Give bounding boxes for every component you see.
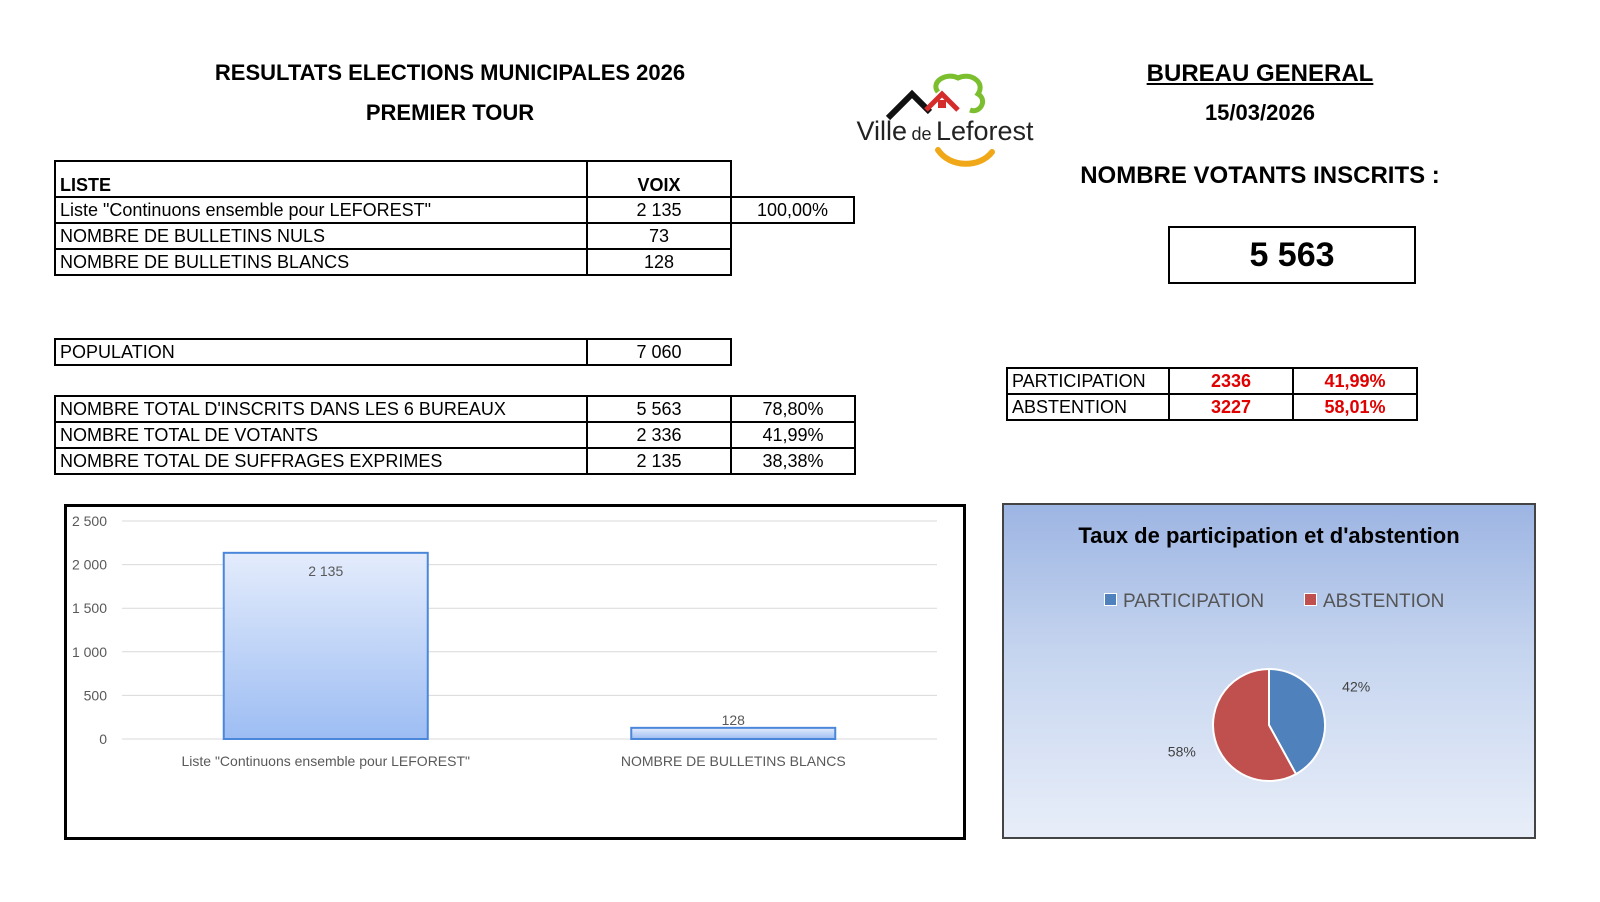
y-tick-label: 0 <box>99 731 107 747</box>
table-row <box>55 396 855 422</box>
participation-label: PARTICIPATION <box>1007 368 1169 394</box>
row-voix: 128 <box>587 249 731 275</box>
participation-table <box>1006 367 1418 421</box>
pie-chart-svg <box>1004 505 1534 837</box>
logo-text-ville: Ville <box>856 116 908 146</box>
pie-chart <box>1002 503 1536 839</box>
inscrits-value-box: 5 563 <box>1168 226 1416 284</box>
table-row <box>55 448 855 474</box>
row-label: NOMBRE DE BULLETINS NULS <box>55 223 587 249</box>
y-tick-label: 500 <box>83 687 107 704</box>
y-tick-label: 1 500 <box>71 600 107 617</box>
table-row <box>1007 368 1417 394</box>
table-row <box>55 339 731 365</box>
legend-participation-label: PARTICIPATION <box>1123 591 1265 612</box>
logo-text-name: Leforest <box>935 116 1034 146</box>
row-label: NOMBRE DE BULLETINS BLANCS <box>55 249 587 275</box>
header-voix: VOIX <box>587 161 731 197</box>
x-category-label: Liste "Continuons ensemble pour LEFOREST" <box>181 753 471 769</box>
y-tick-label: 2 000 <box>71 556 107 573</box>
bar <box>224 553 428 739</box>
bureau-title: BUREAU GENERAL <box>1146 60 1374 87</box>
total-value: 2 336 <box>587 422 731 448</box>
row-voix: 2 135 <box>587 197 731 223</box>
abstention-pct: 58,01% <box>1293 394 1417 420</box>
inscrits-label: NOMBRE VOTANTS INSCRITS : <box>1080 162 1440 189</box>
total-label: NOMBRE TOTAL DE VOTANTS <box>55 422 587 448</box>
legend-abstention-label: ABSTENTION <box>1323 591 1445 612</box>
bar-value-label: 128 <box>721 711 745 728</box>
abstention-count: 3227 <box>1169 394 1293 420</box>
total-label: NOMBRE TOTAL DE SUFFRAGES EXPRIMES <box>55 448 587 474</box>
bar-chart <box>64 504 966 840</box>
header-liste: LISTE <box>55 161 587 197</box>
total-label: NOMBRE TOTAL D'INSCRITS DANS LES 6 BUREAUX <box>55 396 587 422</box>
row-pct: 100,00% <box>731 197 854 223</box>
total-pct: 38,38% <box>731 448 855 474</box>
total-pct: 41,99% <box>731 422 855 448</box>
x-category-label: NOMBRE DE BULLETINS BLANCS <box>620 753 846 769</box>
population-value: 7 060 <box>587 339 731 365</box>
participation-count: 2336 <box>1169 368 1293 394</box>
logo-text-de: de <box>911 124 932 144</box>
population-label: POPULATION <box>55 339 587 365</box>
population-table <box>54 338 732 366</box>
pie-value-label: 42% <box>1342 678 1371 695</box>
pie-value-label: 58% <box>1167 743 1196 760</box>
page-title: RESULTATS ELECTIONS MUNICIPALES 2026 <box>214 60 686 85</box>
table-row <box>55 422 855 448</box>
abstention-label: ABSTENTION <box>1007 394 1169 420</box>
table-row <box>1007 394 1417 420</box>
date: 15/03/2026 <box>1204 100 1316 125</box>
participation-pct: 41,99% <box>1293 368 1417 394</box>
logo <box>830 68 1060 178</box>
table-row <box>55 197 854 223</box>
row-voix: 73 <box>587 223 731 249</box>
total-value: 2 135 <box>587 448 731 474</box>
bar-chart-svg <box>67 507 963 837</box>
total-value: 5 563 <box>587 396 731 422</box>
bar-value-label: 2 135 <box>308 562 344 579</box>
total-pct: 78,80% <box>731 396 855 422</box>
table-row <box>55 223 854 249</box>
table-row <box>55 249 854 275</box>
y-tick-label: 2 500 <box>71 513 107 529</box>
totals-table <box>54 395 856 475</box>
page-subtitle: PREMIER TOUR <box>365 100 535 125</box>
row-label: Liste "Continuons ensemble pour LEFOREST" <box>55 197 587 223</box>
bar <box>631 728 835 739</box>
results-table <box>54 160 855 276</box>
y-tick-label: 1 000 <box>71 643 107 660</box>
pie-chart-title: Taux de participation et d'abstention <box>1078 523 1460 548</box>
